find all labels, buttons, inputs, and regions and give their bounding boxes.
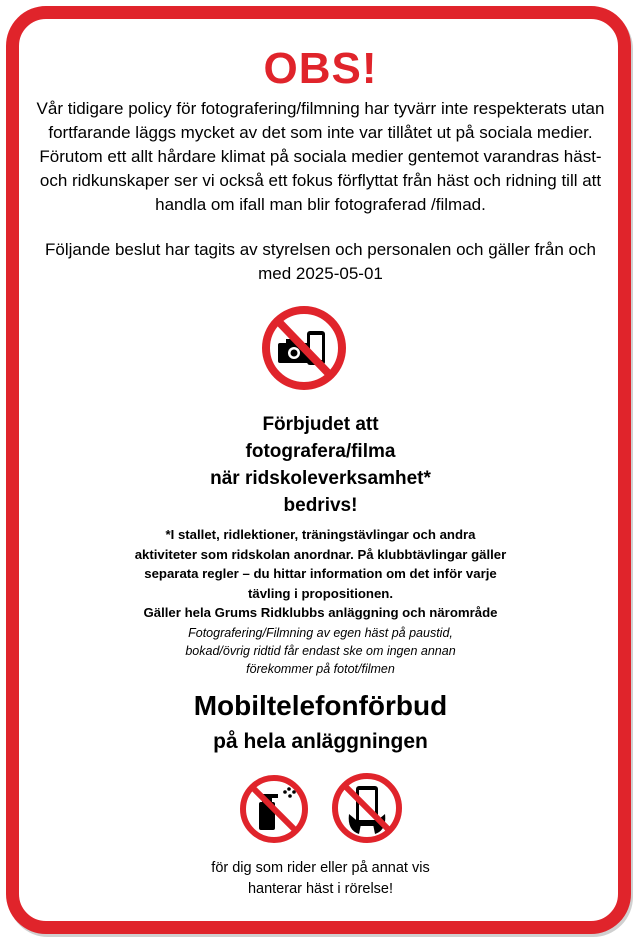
- prohibition-line: när ridskoleverksamhet*: [210, 468, 431, 489]
- no-camera-phone-icon: [258, 299, 350, 397]
- prohibition-text: [0, 411, 641, 519]
- mobile-ban-subheading: på hela anläggningen: [213, 730, 428, 753]
- no-spray-icon: [237, 772, 311, 846]
- no-phone-use-icon: [329, 770, 405, 846]
- own-horse-line: Fotografering/Filmning av egen häst på paustid,: [188, 626, 453, 640]
- decision-paragraph: Följande beslut har tagits av styrelsen och personalen och gäller från och med 2025-05-01: [45, 240, 596, 283]
- prohibition-line: Förbjudet att: [262, 414, 379, 435]
- obs-heading: OBS!: [263, 44, 378, 93]
- prohibition-line: bedrivs!: [283, 495, 358, 516]
- footer-line: hanterar häst i rörelse!: [247, 881, 394, 897]
- prohibition-line: fotografera/filma: [245, 441, 396, 462]
- footnote-line: *I stallet, ridlektioner, träningstävlingar och andra: [165, 527, 476, 542]
- footnote-line: separata regler – du hittar information om det inför varje: [144, 566, 497, 581]
- footnote-text: [110, 525, 531, 623]
- footer-text: [0, 858, 641, 900]
- footnote-line: aktiviteter som ridskolan anordnar. På klubbtävlingar gäller: [134, 546, 507, 562]
- own-horse-line: bokad/övrig ridtid får endast ske om ingen annan: [185, 644, 456, 658]
- footnote-line: Gäller hela Grums Ridklubbs anläggning och närområde: [143, 605, 498, 620]
- footnote-line: tävling i propositionen.: [247, 585, 394, 601]
- own-horse-text: [140, 624, 501, 678]
- footer-line: för dig som rider eller på annat vis: [211, 860, 430, 876]
- policy-paragraph: Vår tidigare policy för fotografering/filmning har tyvärr inte respekterats utan fortfarande läggs mycket av det som inte var tillåtet ut på sociala medier. Förutom ett allt hårdare klimat på sociala medier gentemot varandras häst- och ridkunskaper ser vi också ett fokus förflyttat från häst och ridning till att handla om ifall man blir fotograferad /filmad.: [36, 99, 605, 214]
- own-horse-line: förekommer på fotot/filmen: [246, 662, 395, 676]
- mobile-ban-heading: Mobiltelefonförbud: [193, 690, 448, 721]
